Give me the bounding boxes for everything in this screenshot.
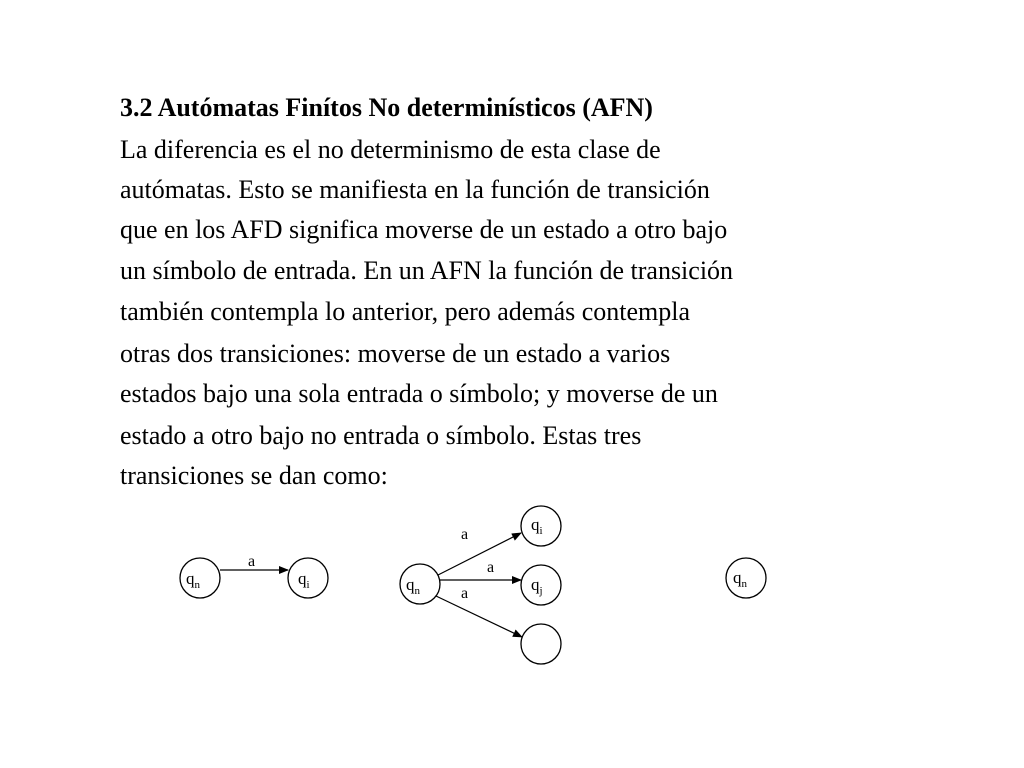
body-line-9: transiciones se dan como: [120, 461, 388, 490]
transition-symbol-2c: a [461, 585, 469, 602]
state-qn-1-label: $q_n$ [186, 569, 200, 591]
transition-symbol-2a: a [461, 526, 469, 543]
state-qi-2-label: $q_i$ [531, 515, 543, 537]
body-line-2: autómatas. Esto se manifiesta en la función de transición [120, 175, 710, 204]
body-line-5: también contempla lo anterior, pero además contempla [120, 297, 691, 326]
body-line-6: otras dos transiciones: moverse de un estado a varios [120, 339, 671, 368]
body-line-3: que en los AFD significa moverse de un estado a otro bajo [120, 215, 728, 244]
state-empty-2 [521, 624, 561, 664]
body-line-8: estado a otro bajo no entrada o símbolo. Estas tres [120, 421, 642, 450]
body-line-7: estados bajo una sola entrada o símbolo; y moverse de un [120, 379, 718, 408]
state-qn-2-label: $q_n$ [406, 575, 420, 597]
slide-title: 3.2 Autómatas Finítos No determinísticos (AFN) [120, 93, 653, 122]
transition-arrow-2a [438, 533, 521, 575]
diagram-no-input-transition [726, 558, 766, 598]
state-qi-1-label: $q_i$ [298, 569, 310, 591]
state-qi-1 [288, 558, 328, 598]
state-qj-2-label: $q_j$ [531, 575, 543, 597]
transition-symbol-2b: a [487, 559, 495, 576]
diagram-single-transition [180, 553, 328, 598]
body-line-4: un símbolo de entrada. En un AFN la función de transición [120, 256, 734, 285]
body-line-1: La diferencia es el no determinismo de esta clase de [120, 135, 661, 164]
diagram-multiple-transitions [400, 506, 561, 664]
transition-arrow-2c [436, 596, 522, 637]
state-qn-3-label: $q_n$ [733, 568, 747, 590]
transition-symbol-1: a [248, 553, 256, 570]
